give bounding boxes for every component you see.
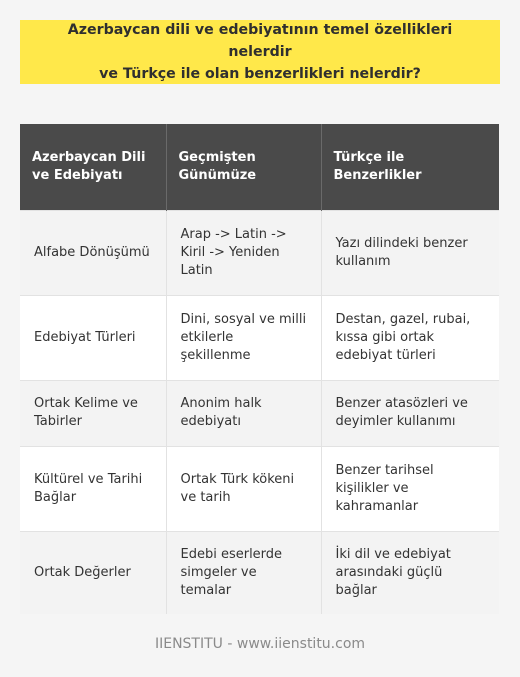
table-cell: Benzer atasözleri ve deyimler kullanımı	[321, 380, 499, 446]
title-banner	[20, 20, 500, 84]
column-header: Azerbaycan Dili ve Edebiyatı	[20, 124, 166, 210]
table-cell: Edebiyat Türleri	[20, 295, 166, 380]
column-header: Türkçe ile Benzerlikler	[321, 124, 499, 210]
table-cell: İki dil ve edebiyat arasındaki güçlü bağlar	[321, 531, 499, 614]
table-cell: Edebi eserlerde simgeler ve temalar	[166, 531, 321, 614]
column-header: Geçmişten Günümüze	[166, 124, 321, 210]
title-line-2: ve Türkçe ile olan benzerlikleri nelerdir?	[99, 66, 421, 82]
comparison-table	[20, 124, 499, 614]
table-cell: Ortak Değerler	[20, 531, 166, 614]
table-cell: Alfabe Dönüşümü	[20, 210, 166, 295]
table-cell: Ortak Türk kökeni ve tarih	[166, 446, 321, 531]
table-cell: Ortak Kelime ve Tabirler	[20, 380, 166, 446]
title-line-1: Azerbaycan dili ve edebiyatının temel özellikleri nelerdir	[67, 22, 453, 60]
table-row	[20, 380, 499, 446]
table-row	[20, 295, 499, 380]
table-cell: Benzer tarihsel kişilikler ve kahramanlar	[321, 446, 499, 531]
page-title	[36, 19, 484, 85]
table-cell: Anonim halk edebiyatı	[166, 380, 321, 446]
table-row	[20, 210, 499, 295]
table-header-row	[20, 124, 499, 210]
table-cell: Dini, sosyal ve milli etkilerle şekillenme	[166, 295, 321, 380]
table-cell: Kültürel ve Tarihi Bağlar	[20, 446, 166, 531]
table-cell: Destan, gazel, rubai, kıssa gibi ortak edebiyat türleri	[321, 295, 499, 380]
table-cell: Arap -> Latin -> Kiril -> Yeniden Latin	[166, 210, 321, 295]
table-row	[20, 531, 499, 614]
footer-credit: IIENSTITU - www.iienstitu.com	[154, 636, 366, 652]
table-row	[20, 446, 499, 531]
table-cell: Yazı dilindeki benzer kullanım	[321, 210, 499, 295]
